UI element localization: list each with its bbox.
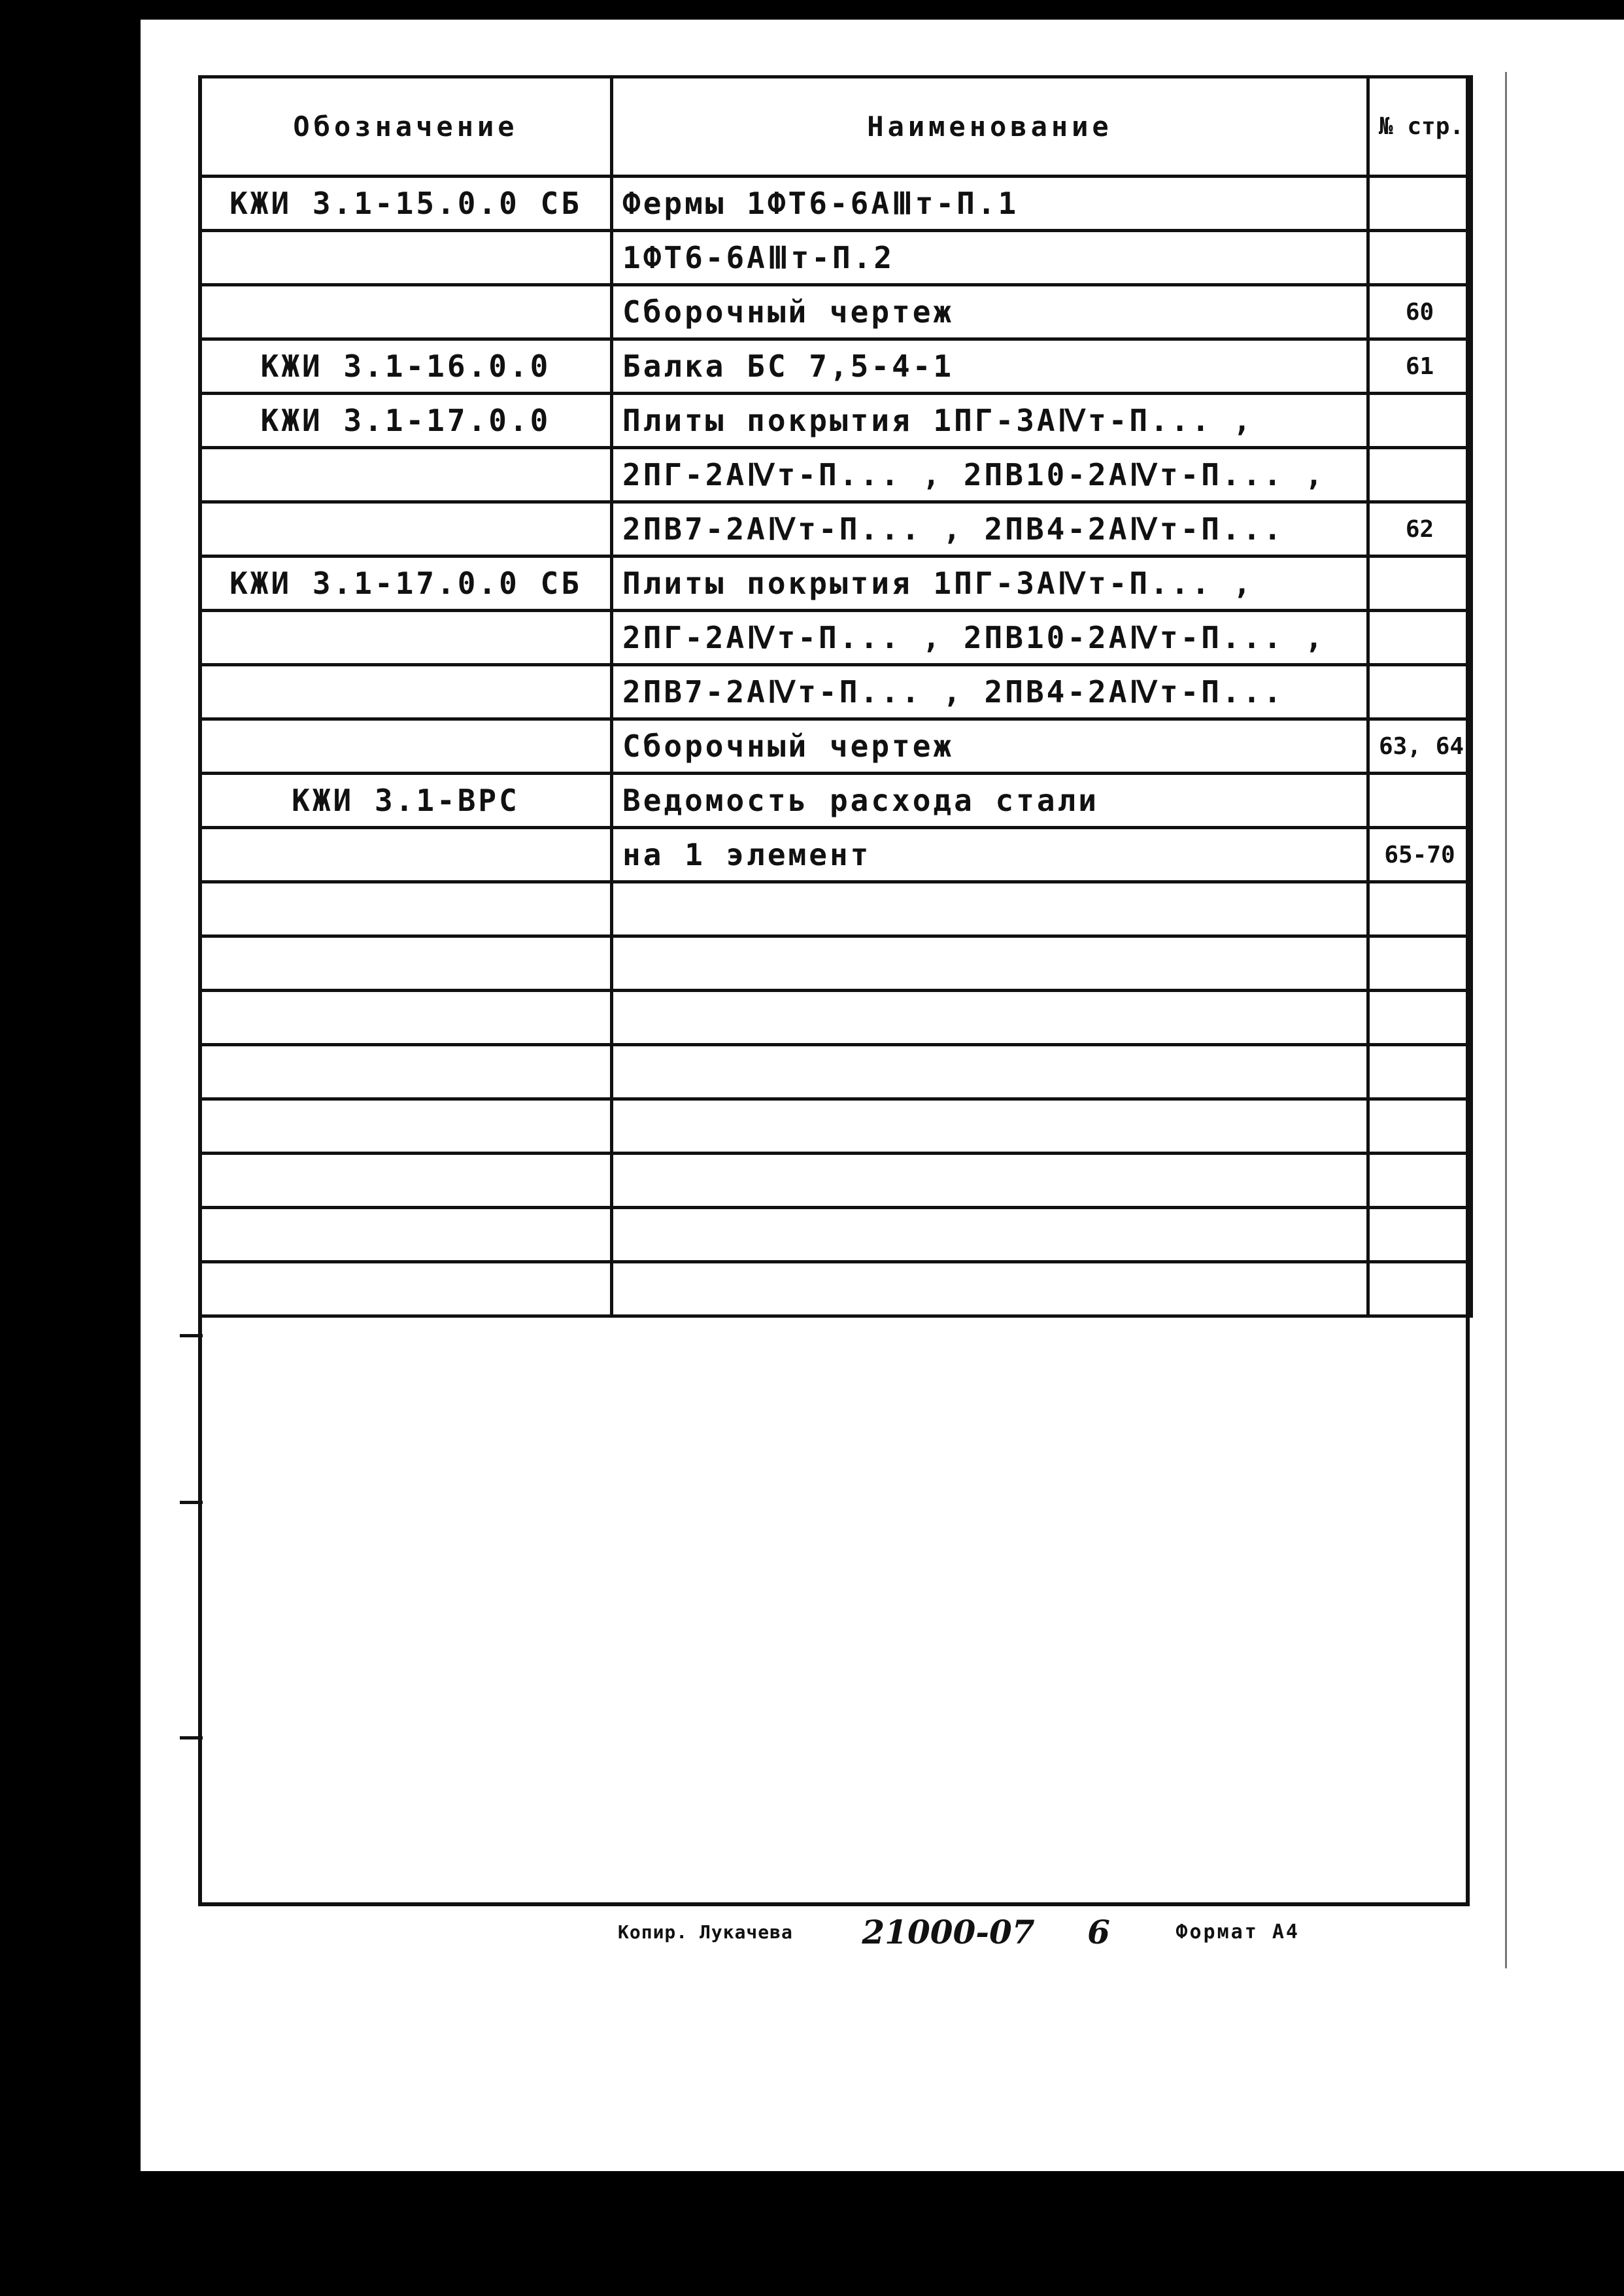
cell-name: Фермы 1ФТ6-6АⅢт-П.1 [612, 177, 1368, 231]
format-label: Формат А4 [1176, 1921, 1300, 1944]
table-row [200, 1099, 1472, 1154]
cell-designation [200, 828, 612, 882]
cell-page [1368, 991, 1472, 1045]
cell-page [1368, 1099, 1472, 1154]
table-row [200, 502, 1472, 557]
table-row [200, 448, 1472, 502]
cell-name: 2ПГ-2АⅣт-П... , 2ПВ10-2АⅣт-П... , [612, 448, 1368, 502]
header-name: Наименование [612, 77, 1368, 177]
cell-page: 60 [1368, 285, 1472, 339]
cell-designation: КЖИ 3.1-17.0.0 [200, 394, 612, 448]
table-body [200, 177, 1472, 1316]
cell-page [1368, 1154, 1472, 1208]
cell-page [1368, 774, 1472, 828]
cell-designation: КЖИ 3.1-17.0.0 СБ [200, 557, 612, 611]
cell-designation: КЖИ 3.1-15.0.0 СБ [200, 177, 612, 231]
table-row [200, 665, 1472, 719]
cell-name [612, 991, 1368, 1045]
table-header-row [200, 77, 1472, 177]
cell-designation [200, 611, 612, 665]
contents-table [198, 75, 1473, 1318]
table-row [200, 882, 1472, 936]
cell-name: 2ПГ-2АⅣт-П... , 2ПВ10-2АⅣт-П... , [612, 611, 1368, 665]
table-row [200, 177, 1472, 231]
cell-page [1368, 665, 1472, 719]
cell-designation: КЖИ 3.1-ВРС [200, 774, 612, 828]
cell-name: Ведомость расхода стали [612, 774, 1368, 828]
cell-page [1368, 394, 1472, 448]
cell-page [1368, 557, 1472, 611]
cell-name [612, 882, 1368, 936]
table-row [200, 828, 1472, 882]
cell-designation [200, 1208, 612, 1262]
cell-page [1368, 177, 1472, 231]
cell-designation [200, 719, 612, 774]
table-row [200, 339, 1472, 394]
table-row [200, 1154, 1472, 1208]
table-row [200, 611, 1472, 665]
table-row [200, 557, 1472, 611]
cell-name: Балка БС 7,5-4-1 [612, 339, 1368, 394]
table-row [200, 1208, 1472, 1262]
cell-name: 2ПВ7-2АⅣт-П... , 2ПВ4-2АⅣт-П... [612, 502, 1368, 557]
table-row [200, 774, 1472, 828]
cell-page [1368, 611, 1472, 665]
document-number: 21000-07 [862, 1913, 1035, 1951]
copier-label: Копир. Лукачева [618, 1921, 793, 1943]
cell-name [612, 1099, 1368, 1154]
cell-page: 65-70 [1368, 828, 1472, 882]
cell-name [612, 1045, 1368, 1099]
cell-designation [200, 231, 612, 285]
cell-name: Плиты покрытия 1ПГ-3АⅣт-П... , [612, 394, 1368, 448]
cell-designation [200, 665, 612, 719]
table-row [200, 285, 1472, 339]
cell-designation [200, 502, 612, 557]
cell-name: 1ФТ6-6АⅢт-П.2 [612, 231, 1368, 285]
cell-name: Плиты покрытия 1ПГ-3АⅣт-П... , [612, 557, 1368, 611]
table-row [200, 231, 1472, 285]
cell-designation [200, 936, 612, 991]
cell-designation [200, 285, 612, 339]
cell-page [1368, 231, 1472, 285]
cell-page [1368, 882, 1472, 936]
cell-designation [200, 1045, 612, 1099]
header-designation: Обозначение [200, 77, 612, 177]
cell-page [1368, 1208, 1472, 1262]
cell-name: Сборочный чертеж [612, 719, 1368, 774]
table-row [200, 991, 1472, 1045]
table-row [200, 1262, 1472, 1316]
table-row [200, 1045, 1472, 1099]
cell-name [612, 1262, 1368, 1316]
cell-name: 2ПВ7-2АⅣт-П... , 2ПВ4-2АⅣт-П... [612, 665, 1368, 719]
margin-line [1505, 72, 1507, 1968]
cell-page: 61 [1368, 339, 1472, 394]
table-row [200, 719, 1472, 774]
header-page: № стр. [1368, 77, 1472, 177]
cell-designation [200, 991, 612, 1045]
cell-designation: КЖИ 3.1-16.0.0 [200, 339, 612, 394]
cell-designation [200, 882, 612, 936]
table-row [200, 936, 1472, 991]
cell-page [1368, 936, 1472, 991]
cell-page [1368, 448, 1472, 502]
cell-designation [200, 1262, 612, 1316]
table-row [200, 394, 1472, 448]
cell-designation [200, 1154, 612, 1208]
cell-designation [200, 448, 612, 502]
footer [618, 1913, 1300, 1951]
cell-page: 62 [1368, 502, 1472, 557]
cell-name [612, 936, 1368, 991]
cell-name: Сборочный чертеж [612, 285, 1368, 339]
sheet-number: 6 [1087, 1913, 1110, 1951]
cell-name [612, 1154, 1368, 1208]
cell-name: на 1 элемент [612, 828, 1368, 882]
cell-page: 63, 64 [1368, 719, 1472, 774]
cell-page [1368, 1045, 1472, 1099]
cell-designation [200, 1099, 612, 1154]
cell-name [612, 1208, 1368, 1262]
cell-page [1368, 1262, 1472, 1316]
